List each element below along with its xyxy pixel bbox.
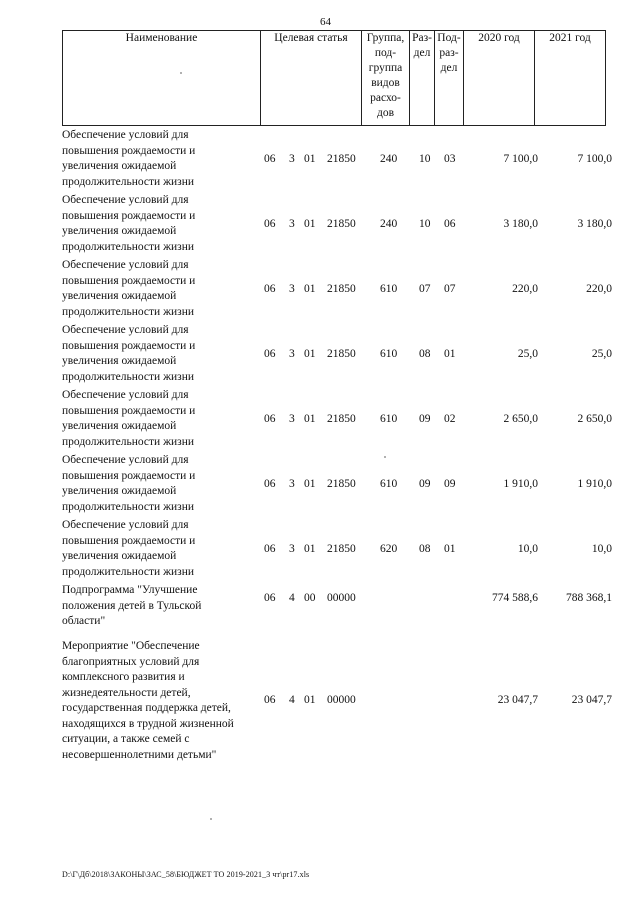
row-2020: 2 650,0	[503, 413, 538, 425]
row-2020: 1 910,0	[503, 478, 538, 490]
row-name	[62, 388, 262, 450]
row-name	[62, 258, 262, 320]
row-name-line: жизнедеятельности детей,	[62, 686, 191, 699]
row-group: 620	[380, 543, 398, 555]
row-name-line: увеличения ожидаемой	[62, 355, 177, 367]
header-subsection-line: раз-	[439, 47, 459, 59]
header-group-line: Группа,	[366, 32, 405, 44]
table-row	[62, 453, 622, 518]
header-group-line: видов	[371, 77, 400, 89]
row-2021: 23 047,7	[571, 694, 612, 706]
row-subprogram: 3	[289, 153, 295, 165]
row-name-line: Обеспечение условий для	[62, 194, 189, 206]
row-name-line: ситуации, а также семей с	[62, 733, 190, 745]
row-program: 06	[264, 218, 276, 230]
row-section: 09	[419, 413, 431, 425]
row-2021: 1 910,0	[577, 478, 612, 490]
row-2020: 774 588,6	[492, 592, 538, 604]
header-target-label: Целевая статья	[274, 32, 348, 44]
row-name-line: повышения рождаемости и	[62, 534, 196, 547]
row-2021: 3 180,0	[577, 218, 612, 230]
row-subprogram: 3	[289, 413, 295, 425]
row-name-line: продолжительности жизни	[62, 240, 195, 253]
table-row	[62, 128, 622, 193]
table-row	[62, 193, 622, 258]
row-name-line: комплексного развития и	[62, 671, 185, 683]
row-2021: 788 368,1	[566, 592, 612, 604]
header-table	[62, 30, 606, 126]
row-program: 06	[264, 694, 276, 706]
row-name-line: Подпрограмма "Улучшение	[62, 584, 198, 596]
row-group: 610	[380, 348, 398, 360]
row-name-line: повышения рождаемости и	[62, 339, 196, 352]
row-name-line: повышения рождаемости и	[62, 274, 196, 287]
scan-speck	[210, 818, 212, 820]
header-name	[63, 31, 261, 126]
row-name-line: благоприятных условий для	[62, 655, 200, 668]
header-2021-label: 2021 год	[549, 32, 591, 44]
row-name-line: увеличения ожидаемой	[62, 485, 177, 497]
row-name-line: Обеспечение условий для	[62, 129, 189, 141]
row-section: 09	[419, 478, 431, 490]
row-group: 610	[380, 283, 398, 295]
row-event: 01	[304, 153, 316, 165]
header-2020-label: 2020 год	[478, 32, 520, 44]
header-group	[362, 31, 410, 126]
row-name-line: повышения рождаемости и	[62, 209, 196, 222]
header-group-line: расхо-	[370, 92, 401, 104]
row-name-line: увеличения ожидаемой	[62, 420, 177, 432]
header-subsection-line: дел	[440, 62, 458, 74]
row-program: 06	[264, 283, 276, 295]
row-event: 01	[304, 283, 316, 295]
row-2020: 220,0	[512, 283, 538, 295]
header-section-line: Раз-	[412, 32, 432, 44]
row-program: 06	[264, 413, 276, 425]
row-event: 01	[304, 543, 316, 555]
row-name-line: повышения рождаемости и	[62, 404, 196, 417]
row-code: 21850	[327, 348, 356, 360]
row-name	[62, 639, 262, 763]
row-name-line: продолжительности жизни	[62, 565, 195, 578]
header-section-line: дел	[413, 47, 431, 59]
row-event: 00	[304, 592, 316, 604]
row-name-line: Обеспечение условий для	[62, 454, 189, 466]
header-group-line: дов	[376, 107, 395, 119]
row-name-line: продолжительности жизни	[62, 435, 195, 448]
row-2021: 25,0	[591, 348, 612, 360]
row-subprogram: 3	[289, 218, 295, 230]
row-section: 10	[419, 153, 431, 165]
table-row	[62, 518, 622, 583]
row-program: 06	[264, 348, 276, 360]
row-event: 01	[304, 348, 316, 360]
page-number: 64	[320, 16, 331, 28]
row-subprogram: 4	[289, 694, 295, 706]
row-code: 21850	[327, 218, 356, 230]
row-code: 21850	[327, 543, 356, 555]
row-program: 06	[264, 543, 276, 555]
row-2021: 10,0	[591, 543, 612, 555]
scan-speck	[180, 72, 182, 74]
scan-speck	[384, 456, 386, 458]
row-section: 07	[419, 283, 431, 295]
row-code: 00000	[327, 592, 356, 604]
row-program: 06	[264, 153, 276, 165]
row-name	[62, 323, 262, 385]
row-group: 610	[380, 413, 398, 425]
row-name-line: увеличения ожидаемой	[62, 160, 177, 172]
table-body	[62, 128, 622, 769]
row-event: 01	[304, 218, 316, 230]
row-section: 08	[419, 543, 431, 555]
row-2020: 23 047,7	[497, 694, 538, 706]
row-event: 01	[304, 413, 316, 425]
row-name-line: продолжительности жизни	[62, 500, 195, 513]
row-code: 21850	[327, 413, 356, 425]
row-subprogram: 4	[289, 592, 295, 604]
row-code: 21850	[327, 153, 356, 165]
row-name-line: области"	[62, 615, 106, 627]
row-subsection: 07	[444, 283, 456, 295]
row-2020: 10,0	[517, 543, 538, 555]
row-subsection: 06	[444, 218, 456, 230]
row-subsection: 01	[444, 543, 456, 555]
row-name-line: увеличения ожидаемой	[62, 290, 177, 302]
row-name-line: Обеспечение условий для	[62, 389, 189, 401]
row-name-line: положения детей в Тульской	[62, 599, 202, 612]
row-name-line: Обеспечение условий для	[62, 259, 189, 271]
row-name-line: продолжительности жизни	[62, 305, 195, 318]
row-event: 01	[304, 694, 316, 706]
row-subsection: 09	[444, 478, 456, 490]
row-2020: 3 180,0	[503, 218, 538, 230]
header-subsection	[435, 31, 464, 126]
row-subsection: 02	[444, 413, 456, 425]
row-name-line: увеличения ожидаемой	[62, 550, 177, 562]
row-name	[62, 128, 262, 190]
row-group: 610	[380, 478, 398, 490]
row-program: 06	[264, 592, 276, 604]
row-2020: 25,0	[517, 348, 538, 360]
row-group: 240	[380, 218, 398, 230]
table-row	[62, 388, 622, 453]
row-program: 06	[264, 478, 276, 490]
row-2021: 220,0	[586, 283, 612, 295]
row-name-line: Обеспечение условий для	[62, 519, 189, 531]
row-2021: 7 100,0	[577, 153, 612, 165]
table-row	[62, 639, 622, 769]
table-row	[62, 583, 622, 639]
row-name-line: повышения рождаемости и	[62, 144, 196, 157]
row-code: 00000	[327, 694, 356, 706]
row-name-line: Обеспечение условий для	[62, 324, 189, 336]
row-name	[62, 518, 262, 580]
row-group: 240	[380, 153, 398, 165]
row-section: 10	[419, 218, 431, 230]
row-code: 21850	[327, 478, 356, 490]
row-name	[62, 193, 262, 255]
header-subsection-line: Под-	[437, 32, 461, 44]
header-target	[261, 31, 362, 126]
row-name-line: Мероприятие "Обеспечение	[62, 640, 200, 652]
row-name-line: увеличения ожидаемой	[62, 225, 177, 237]
row-subsection: 01	[444, 348, 456, 360]
row-subsection: 03	[444, 153, 456, 165]
row-name	[62, 453, 262, 515]
row-2020: 7 100,0	[503, 153, 538, 165]
header-2020	[464, 31, 535, 126]
file-path-footer: D:\Г\Дб\2018\ЗАКОНЫ\ЗАС_58\БЮДЖЕТ ТО 2019-2021_3 чт\pr17.xls	[62, 870, 310, 879]
row-subprogram: 3	[289, 348, 295, 360]
row-name-line: продолжительности жизни	[62, 175, 195, 188]
header-name-label: Наименование	[125, 32, 198, 44]
row-name-line: продолжительности жизни	[62, 370, 195, 383]
table-row	[62, 258, 622, 323]
row-name-line: несовершеннолетними детьми"	[62, 748, 217, 761]
table-row	[62, 323, 622, 388]
row-event: 01	[304, 478, 316, 490]
header-group-line: под-	[374, 47, 397, 59]
row-section: 08	[419, 348, 431, 360]
header-group-line: группа	[368, 62, 403, 74]
header-section	[410, 31, 435, 126]
row-name-line: государственная поддержка детей,	[62, 702, 231, 714]
row-2021: 2 650,0	[577, 413, 612, 425]
row-name-line: повышения рождаемости и	[62, 469, 196, 482]
row-subprogram: 3	[289, 478, 295, 490]
row-code: 21850	[327, 283, 356, 295]
header-2021	[535, 31, 606, 126]
row-name-line: находящихся в трудной жизненной	[62, 717, 234, 730]
row-subprogram: 3	[289, 283, 295, 295]
row-subprogram: 3	[289, 543, 295, 555]
row-name	[62, 583, 262, 630]
